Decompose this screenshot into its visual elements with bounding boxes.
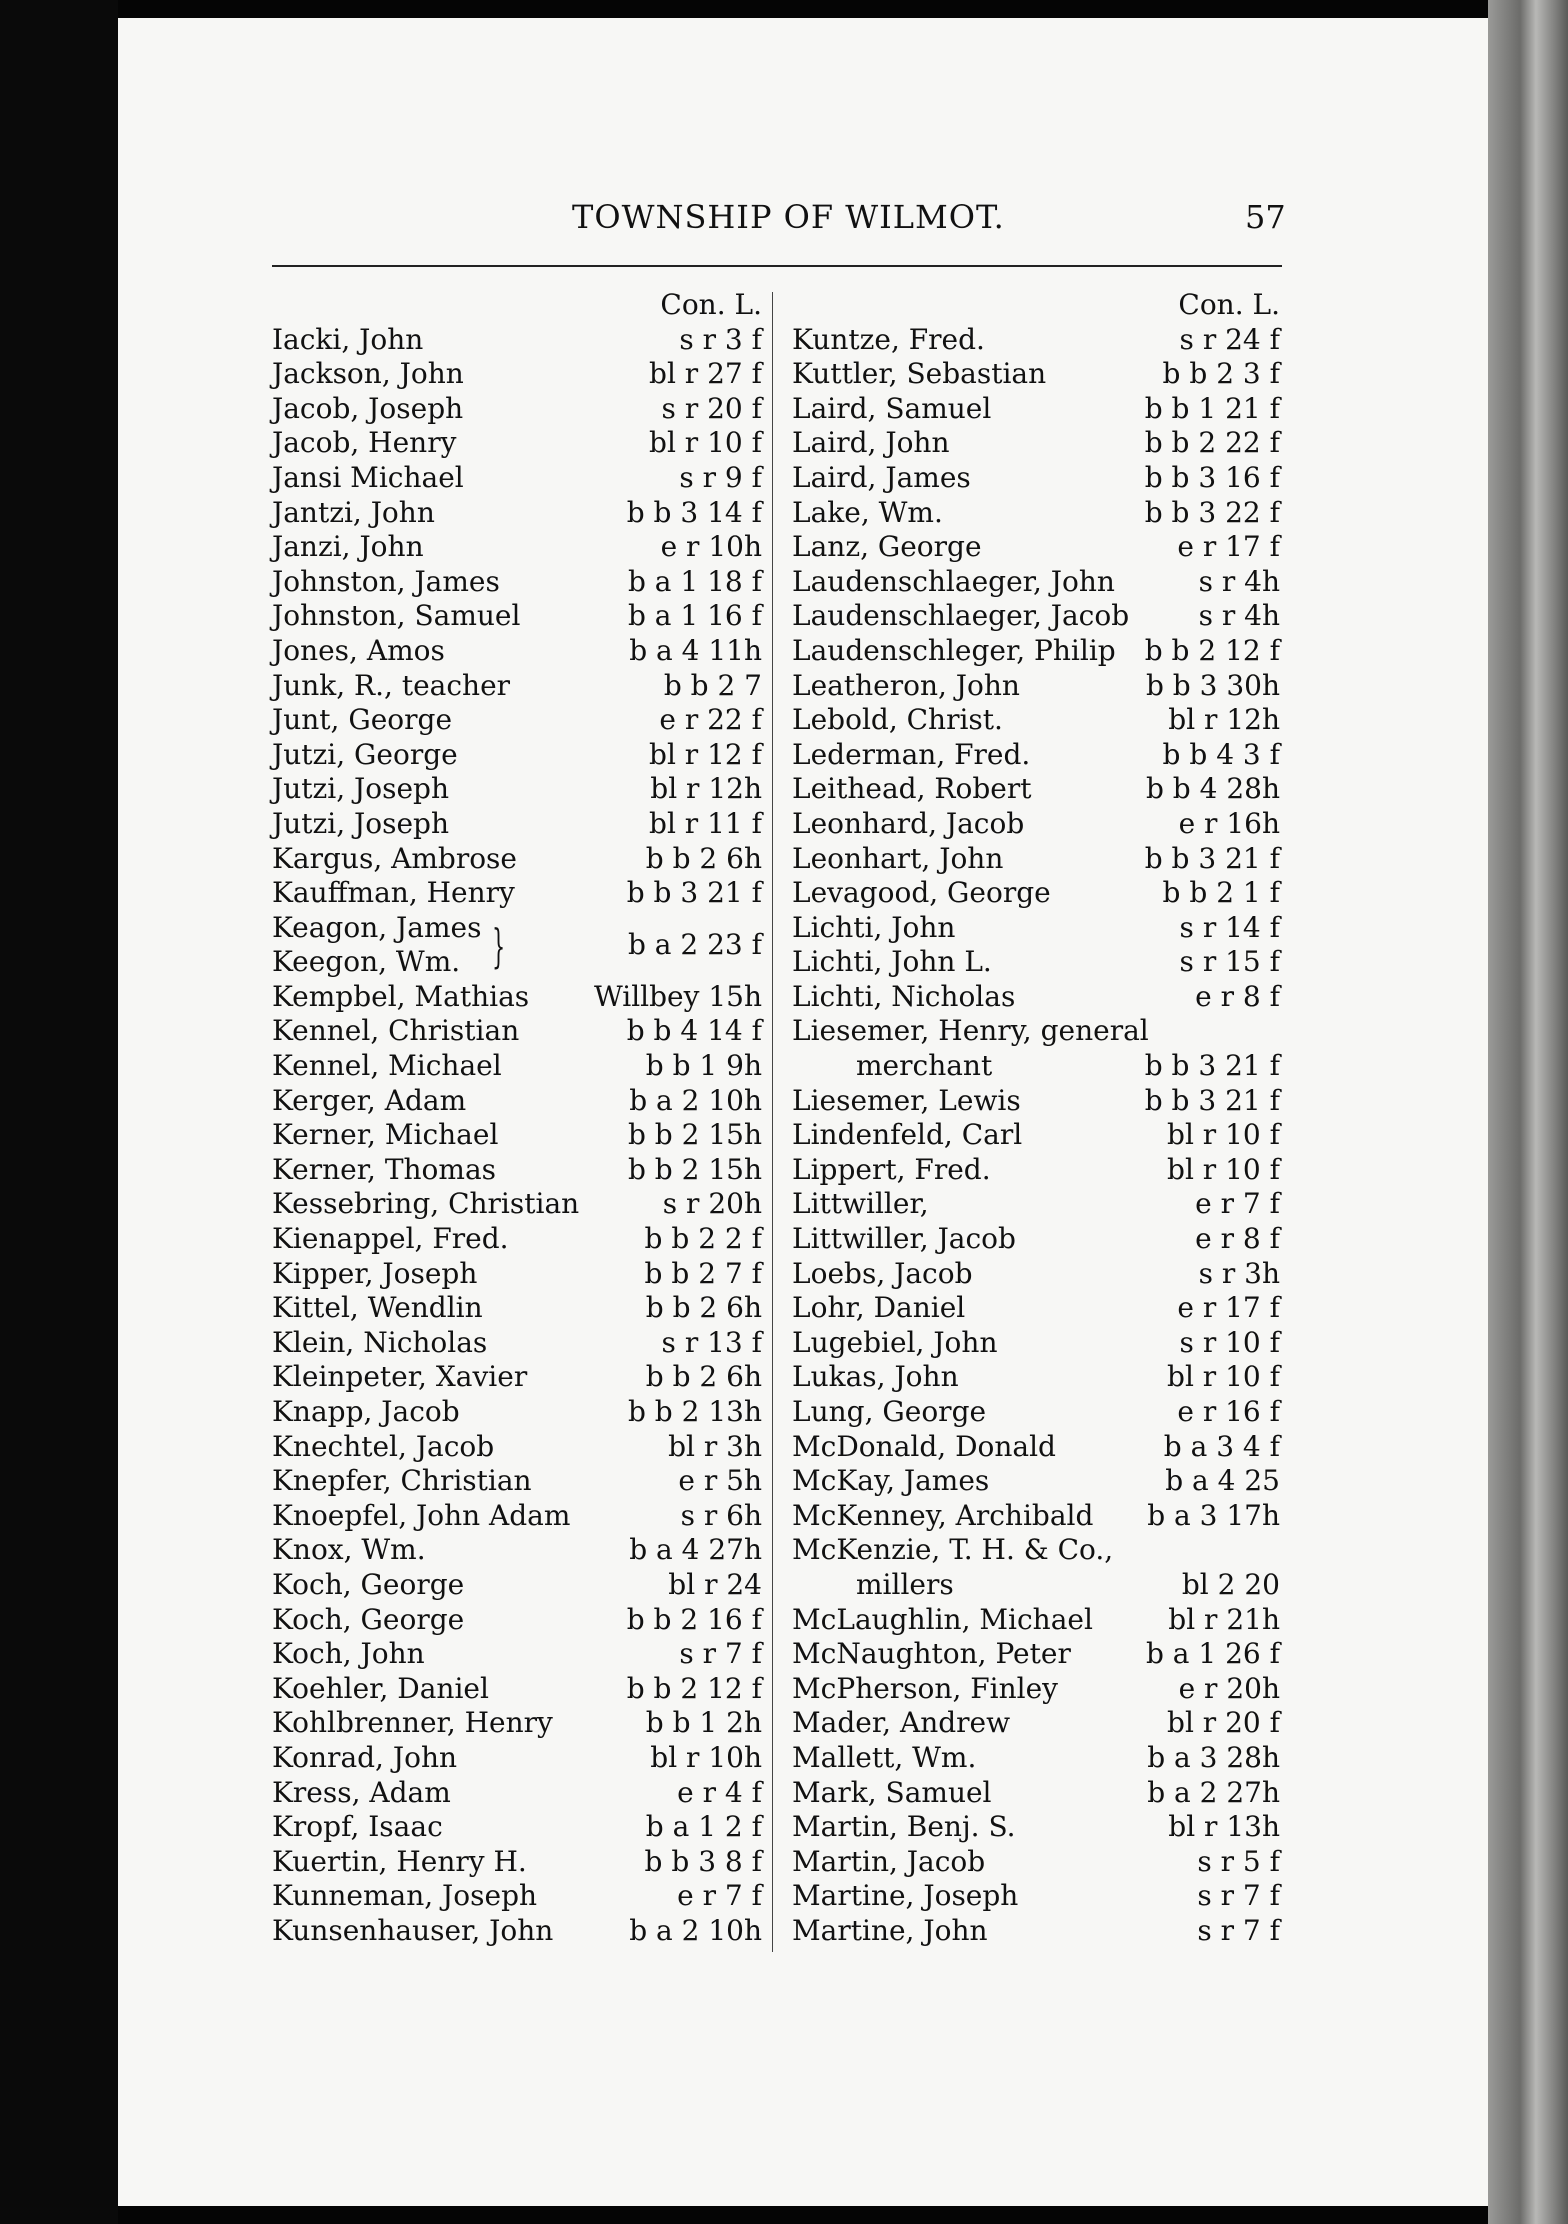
entry-location: e r 20h <box>1178 1671 1280 1705</box>
entry-location: bl r 10 f <box>649 426 762 460</box>
entry-location: bl r 10 f <box>1167 1118 1280 1152</box>
directory-entry <box>792 392 1286 427</box>
entry-name: millers <box>856 1567 954 1601</box>
entry-name: Koch, John <box>272 1637 425 1671</box>
entry-name: McKenzie, T. H. & Co., <box>792 1533 1114 1567</box>
entry-location: s r 9 f <box>679 460 762 494</box>
entry-location: b b 2 7 <box>663 668 762 702</box>
entry-name: Jacob, Joseph <box>272 391 464 425</box>
directory-entry <box>272 634 768 669</box>
left-column-header-label: Con. L. <box>660 288 762 321</box>
directory-entry <box>272 703 768 738</box>
directory-entry <box>792 357 1286 392</box>
entry-location: e r 16 f <box>1177 1395 1280 1428</box>
directory-entry <box>792 1568 1286 1603</box>
entry-location: b b 3 21 f <box>626 876 762 910</box>
entry-name: Jacob, Henry <box>272 426 457 460</box>
entry-name: Kargus, Ambrose <box>272 841 517 875</box>
entry-location: s r 20 f <box>661 391 762 425</box>
directory-entry <box>792 1291 1286 1326</box>
entry-location: bl r 12h <box>650 772 762 806</box>
directory-entry <box>792 1637 1286 1672</box>
entry-location: bl r 11 f <box>649 806 762 840</box>
entry-name: Kuertin, Henry H. <box>272 1844 527 1878</box>
entry-name: Knoepfel, John Adam <box>272 1498 571 1532</box>
entry-name: Koehler, Daniel <box>272 1671 489 1705</box>
directory-entry <box>792 1118 1286 1153</box>
entry-location: e r 17 f <box>1177 530 1280 564</box>
directory-entry <box>272 1706 768 1741</box>
entry-name: Kienappel, Fred. <box>272 1222 509 1256</box>
entry-location: b a 2 27h <box>1147 1775 1280 1809</box>
entry-location: b b 2 2 f <box>644 1222 762 1256</box>
directory-entry <box>272 1776 768 1811</box>
directory-entry <box>272 1222 768 1257</box>
entry-location: b b 2 15h <box>627 1118 762 1152</box>
entry-name: Kauffman, Henry <box>272 876 515 910</box>
entry-location: b b 2 7 f <box>644 1256 762 1290</box>
entry-location: bl r 27 f <box>649 357 762 391</box>
directory-entry <box>792 980 1286 1015</box>
directory-entry <box>272 1395 768 1430</box>
entry-location: b b 4 3 f <box>1162 737 1280 771</box>
entry-location: b b 4 14 f <box>626 1014 762 1048</box>
entry-name: Liesemer, Henry, general <box>792 1014 1149 1048</box>
entry-name: Jutzi, George <box>272 737 458 771</box>
entry-name: Laudenschleger, Philip <box>792 633 1116 667</box>
directory-entry <box>272 1257 768 1292</box>
left-entry-list <box>272 323 768 911</box>
entry-name: Knox, Wm. <box>272 1533 426 1567</box>
directory-entry <box>272 323 768 358</box>
directory-entry <box>272 1499 768 1534</box>
entry-name: Kuntze, Fred. <box>792 322 985 356</box>
entry-location: b b 2 3 f <box>1162 357 1280 391</box>
directory-entry <box>272 1464 768 1499</box>
entry-name: Mark, Samuel <box>792 1775 992 1809</box>
entry-name: Lake, Wm. <box>792 495 943 529</box>
directory-entry <box>792 530 1286 565</box>
directory-entry <box>272 1326 768 1361</box>
entry-location: b a 1 26 f <box>1145 1637 1280 1671</box>
column-divider <box>772 292 773 1952</box>
entry-location: s r 14 f <box>1179 910 1280 944</box>
entry-location: e r 4 f <box>677 1775 762 1809</box>
directory-entry <box>272 1637 768 1672</box>
entry-location: bl r 12h <box>1168 703 1280 737</box>
directory-entry <box>792 426 1286 461</box>
directory-entry <box>272 1533 768 1568</box>
brace-entry <box>272 911 768 980</box>
directory-entry <box>272 669 768 704</box>
entry-name: Kipper, Joseph <box>272 1256 478 1290</box>
directory-entry <box>792 1845 1286 1880</box>
entry-location: b b 2 1 f <box>1162 876 1280 910</box>
directory-entry <box>792 1222 1286 1257</box>
entry-name: Kittel, Wendlin <box>272 1291 483 1325</box>
entry-name: merchant <box>856 1049 993 1083</box>
directory-entry <box>792 1360 1286 1395</box>
entry-location: b b 2 22 f <box>1144 426 1280 460</box>
entry-name: Lichti, John <box>792 910 956 944</box>
entry-name: Iacki, John <box>272 322 424 356</box>
entry-name: Mallett, Wm. <box>792 1740 977 1774</box>
directory-entry <box>792 1776 1286 1811</box>
entry-name: Klein, Nicholas <box>272 1325 488 1359</box>
directory-entry <box>272 1430 768 1465</box>
entry-location: b b 4 28h <box>1145 772 1280 806</box>
entry-name: Junt, George <box>272 703 453 737</box>
entry-location: b b 3 22 f <box>1144 495 1280 529</box>
entry-name: Jansi Michael <box>272 460 464 494</box>
directory-entry <box>792 1014 1286 1049</box>
brace-entry-name-1: Keagon, James <box>272 910 482 944</box>
directory-entry <box>792 496 1286 531</box>
entry-location: b b 2 13h <box>627 1395 762 1428</box>
brace-entry-location: b a 2 23 f <box>627 927 762 961</box>
entry-name: Knechtel, Jacob <box>272 1429 495 1463</box>
entry-name: Jackson, John <box>272 357 464 391</box>
directory-entry <box>792 1464 1286 1499</box>
entry-name: Kropf, Isaac <box>272 1810 443 1844</box>
directory-entry <box>272 842 768 877</box>
left-column <box>272 288 768 1949</box>
entry-name: Lindenfeld, Carl <box>792 1118 1023 1152</box>
directory-entry <box>272 1879 768 1914</box>
entry-location: e r 5h <box>678 1464 762 1498</box>
curly-brace-icon: } <box>492 918 506 973</box>
entry-location: s r 10 f <box>1179 1325 1280 1359</box>
entry-location: s r 3 f <box>679 322 762 356</box>
entry-location: s r 15 f <box>1179 945 1280 979</box>
entry-name: Lichti, Nicholas <box>792 979 1016 1013</box>
entry-location: s r 13 f <box>661 1325 762 1359</box>
entry-name: Martin, Benj. S. <box>792 1810 1016 1844</box>
entry-name: Laudenschlaeger, John <box>792 564 1115 598</box>
entry-location: b a 3 4 f <box>1163 1429 1280 1463</box>
entry-name: McKenney, Archibald <box>792 1498 1094 1532</box>
entry-location: s r 7 f <box>1197 1913 1280 1947</box>
entry-name: Lippert, Fred. <box>792 1152 991 1186</box>
entry-location: b a 1 16 f <box>627 599 762 633</box>
entry-name: Martine, Joseph <box>792 1879 1019 1913</box>
scan-left-edge <box>0 0 118 2224</box>
entry-location: b b 3 30h <box>1145 668 1280 702</box>
entry-name: Liesemer, Lewis <box>792 1083 1021 1117</box>
entry-name: McPherson, Finley <box>792 1671 1058 1705</box>
entry-name: Kunneman, Joseph <box>272 1879 538 1913</box>
directory-entry <box>272 1014 768 1049</box>
directory-entry <box>272 772 768 807</box>
entry-name: Leonhart, John <box>792 841 1004 875</box>
entry-location: e r 22 f <box>659 703 762 737</box>
directory-entry <box>272 392 768 427</box>
directory-entry <box>792 911 1286 946</box>
directory-entry <box>792 1326 1286 1361</box>
entry-location: e r 7 f <box>677 1879 762 1913</box>
directory-entry <box>792 1672 1286 1707</box>
entry-location: s r 20h <box>662 1187 762 1221</box>
header-rule <box>272 265 1282 267</box>
entry-name: Knepfer, Christian <box>272 1464 532 1498</box>
directory-entry <box>792 703 1286 738</box>
left-entry-list-2 <box>272 980 768 1949</box>
right-column <box>792 288 1286 1949</box>
entry-location: bl r 10 f <box>1167 1152 1280 1186</box>
directory-entry <box>792 599 1286 634</box>
directory-entry <box>272 1914 768 1949</box>
entry-location: b a 2 10h <box>629 1083 762 1117</box>
entry-name: Laird, Samuel <box>792 391 992 425</box>
directory-entry <box>272 496 768 531</box>
page-number: 57 <box>1245 198 1286 236</box>
directory-entry <box>272 1153 768 1188</box>
entry-location: bl r 3h <box>668 1429 762 1463</box>
brace-entry-name-2: Keegon, Wm. <box>272 945 461 979</box>
directory-entry <box>792 1153 1286 1188</box>
directory-entry <box>792 1879 1286 1914</box>
directory-entry <box>792 565 1286 600</box>
entry-location: e r 16h <box>1178 806 1280 840</box>
directory-entry <box>792 1603 1286 1638</box>
entry-name: Laird, John <box>792 426 950 460</box>
entry-name: Martine, John <box>792 1913 988 1947</box>
entry-location: b b 3 21 f <box>1144 1049 1280 1083</box>
directory-entry <box>272 876 768 911</box>
entry-location: Willbey 15h <box>593 979 762 1013</box>
entry-name: Lichti, John L. <box>792 945 992 979</box>
entry-location: b b 1 2h <box>645 1706 762 1740</box>
entry-name: Lung, George <box>792 1395 987 1428</box>
entry-location: b a 4 11h <box>629 633 762 667</box>
entry-name: Kunsenhauser, John <box>272 1913 554 1947</box>
directory-entry <box>272 1603 768 1638</box>
directory-entry <box>272 807 768 842</box>
entry-name: Leithead, Robert <box>792 772 1032 806</box>
entry-location: bl r 24 <box>668 1567 762 1601</box>
entry-name: Mader, Andrew <box>792 1706 1011 1740</box>
entry-location: b a 3 17h <box>1147 1498 1280 1532</box>
directory-entry <box>792 1049 1286 1084</box>
entry-location: s r 5 f <box>1197 1844 1280 1878</box>
directory-entry <box>792 1187 1286 1222</box>
directory-entry <box>272 1118 768 1153</box>
entry-name: Lugebiel, John <box>792 1325 998 1359</box>
entry-name: McNaughton, Peter <box>792 1637 1071 1671</box>
directory-entry <box>272 1741 768 1776</box>
entry-name: Littwiller, Jacob <box>792 1222 1016 1256</box>
entry-location: b b 2 6h <box>645 841 762 875</box>
directory-entry <box>792 807 1286 842</box>
entry-name: Kerner, Thomas <box>272 1152 497 1186</box>
page-title: TOWNSHIP OF WILMOT. <box>572 198 1005 236</box>
entry-location: s r 7 f <box>1197 1879 1280 1913</box>
entry-location: b b 2 12 f <box>626 1671 762 1705</box>
directory-entry <box>272 738 768 773</box>
entry-location: bl r 13h <box>1168 1810 1280 1844</box>
entry-name: Johnston, Samuel <box>272 599 521 633</box>
entry-name: McDonald, Donald <box>792 1429 1056 1463</box>
entry-name: Jutzi, Joseph <box>272 806 449 840</box>
entry-name: Kohlbrenner, Henry <box>272 1706 553 1740</box>
entry-name: Koch, George <box>272 1602 465 1636</box>
directory-entry <box>792 1741 1286 1776</box>
entry-location: bl r 20 f <box>1167 1706 1280 1740</box>
entry-name: Johnston, James <box>272 564 500 598</box>
entry-location: s r 7 f <box>679 1637 762 1671</box>
entry-name: Kleinpeter, Xavier <box>272 1360 528 1394</box>
scan-right-edge <box>1488 0 1568 2224</box>
directory-entry <box>272 1360 768 1395</box>
entry-name: McKay, James <box>792 1464 990 1498</box>
directory-entry <box>792 1706 1286 1741</box>
left-column-header <box>272 288 768 323</box>
entry-name: Kuttler, Sebastian <box>792 357 1047 391</box>
entry-location: e r 8 f <box>1195 979 1280 1013</box>
directory-entry <box>272 1084 768 1119</box>
entry-name: Knapp, Jacob <box>272 1395 460 1428</box>
entry-name: Jones, Amos <box>272 633 445 667</box>
entry-location: b a 1 18 f <box>627 564 762 598</box>
entry-name: Kerner, Michael <box>272 1118 499 1152</box>
entry-name: Loebs, Jacob <box>792 1256 973 1290</box>
directory-entry <box>272 530 768 565</box>
entry-name: Leonhard, Jacob <box>792 806 1025 840</box>
entry-name: Konrad, John <box>272 1740 458 1774</box>
directory-entry <box>792 1499 1286 1534</box>
entry-name: Leatheron, John <box>792 668 1020 702</box>
entry-location: b a 4 27h <box>629 1533 762 1567</box>
entry-name: Kerger, Adam <box>272 1083 467 1117</box>
entry-location: bl r 10h <box>650 1740 762 1774</box>
entry-location: e r 8 f <box>1195 1222 1280 1256</box>
entry-name: Martin, Jacob <box>792 1844 986 1878</box>
entry-location: b b 2 16 f <box>626 1602 762 1636</box>
entry-location: b a 3 28h <box>1147 1740 1280 1774</box>
entry-location: b b 2 12 f <box>1144 633 1280 667</box>
entry-location: s r 4h <box>1198 599 1280 633</box>
directory-entry <box>792 772 1286 807</box>
entry-name: Kress, Adam <box>272 1775 451 1809</box>
entry-name: Kennel, Christian <box>272 1014 520 1048</box>
entry-location: bl 2 20 <box>1181 1567 1280 1601</box>
directory-entry <box>272 565 768 600</box>
directory-entry <box>792 634 1286 669</box>
entry-name: McLaughlin, Michael <box>792 1602 1093 1636</box>
entry-name: Kennel, Michael <box>272 1049 502 1083</box>
directory-entry <box>792 876 1286 911</box>
entry-location: b a 2 10h <box>629 1913 762 1947</box>
entry-name: Levagood, George <box>792 876 1051 910</box>
directory-entry <box>792 1533 1286 1568</box>
entry-location: s r 24 f <box>1179 322 1280 356</box>
entry-name: Lukas, John <box>792 1360 959 1394</box>
directory-entry <box>792 1257 1286 1292</box>
entry-location: b b 2 6h <box>645 1291 762 1325</box>
right-entry-list <box>792 323 1286 1949</box>
entry-name: Kempbel, Mathias <box>272 979 530 1013</box>
entry-name: Jantzi, John <box>272 495 435 529</box>
right-column-header <box>792 288 1286 323</box>
directory-entry <box>792 738 1286 773</box>
entry-name: Lederman, Fred. <box>792 737 1031 771</box>
entry-name: Junk, R., teacher <box>272 668 511 702</box>
directory-entry <box>272 1672 768 1707</box>
directory-entry <box>792 1810 1286 1845</box>
entry-location: b b 2 6h <box>645 1360 762 1394</box>
entry-location: b a 1 2 f <box>645 1810 762 1844</box>
directory-entry <box>272 1810 768 1845</box>
directory-entry <box>272 426 768 461</box>
entry-name: Laird, James <box>792 460 971 494</box>
entry-name: Lohr, Daniel <box>792 1291 966 1325</box>
directory-entry <box>792 461 1286 496</box>
entry-location: b b 2 15h <box>627 1152 762 1186</box>
directory-entry <box>792 1084 1286 1119</box>
directory-entry <box>792 842 1286 877</box>
entry-location: s r 4h <box>1198 564 1280 598</box>
directory-entry <box>272 1187 768 1222</box>
directory-entry <box>272 357 768 392</box>
entry-location: bl r 12 f <box>649 737 762 771</box>
entry-location: b b 1 9h <box>645 1049 762 1083</box>
entry-location: b b 3 8 f <box>644 1844 762 1878</box>
directory-entry <box>272 980 768 1015</box>
entry-name: Koch, George <box>272 1567 465 1601</box>
directory-entry <box>272 1291 768 1326</box>
entry-location: b b 3 21 f <box>1144 841 1280 875</box>
entry-location: e r 17 f <box>1177 1291 1280 1325</box>
entry-name: Kessebring, Christian <box>272 1187 580 1221</box>
entry-location: b b 1 21 f <box>1144 391 1280 425</box>
entry-name: Lanz, George <box>792 530 982 564</box>
directory-entry <box>272 1845 768 1880</box>
right-column-header-label: Con. L. <box>1178 288 1280 321</box>
entry-name: Laudenschlaeger, Jacob <box>792 599 1130 633</box>
entry-name: Jutzi, Joseph <box>272 772 449 806</box>
directory-entry <box>272 1568 768 1603</box>
directory-entry <box>792 1395 1286 1430</box>
entry-location: e r 7 f <box>1195 1187 1280 1221</box>
directory-entry <box>272 1049 768 1084</box>
entry-location: b b 3 14 f <box>626 495 762 529</box>
entry-name: Littwiller, <box>792 1187 929 1221</box>
directory-entry <box>792 323 1286 358</box>
directory-entry <box>272 461 768 496</box>
entry-location: s r 6h <box>680 1498 762 1532</box>
entry-location: bl r 10 f <box>1167 1360 1280 1394</box>
entry-location: s r 3h <box>1198 1256 1280 1290</box>
directory-entry <box>792 1430 1286 1465</box>
entry-name: Janzi, John <box>272 530 424 564</box>
directory-entry <box>792 1914 1286 1949</box>
entry-location: bl r 21h <box>1168 1602 1280 1636</box>
entry-location: e r 10h <box>660 530 762 564</box>
entry-name: Lebold, Christ. <box>792 703 1003 737</box>
directory-entry <box>792 669 1286 704</box>
entry-location: b a 4 25 <box>1165 1464 1280 1498</box>
directory-entry <box>792 945 1286 980</box>
entry-location: b b 3 16 f <box>1144 460 1280 494</box>
entry-location: b b 3 21 f <box>1144 1083 1280 1117</box>
directory-entry <box>272 599 768 634</box>
